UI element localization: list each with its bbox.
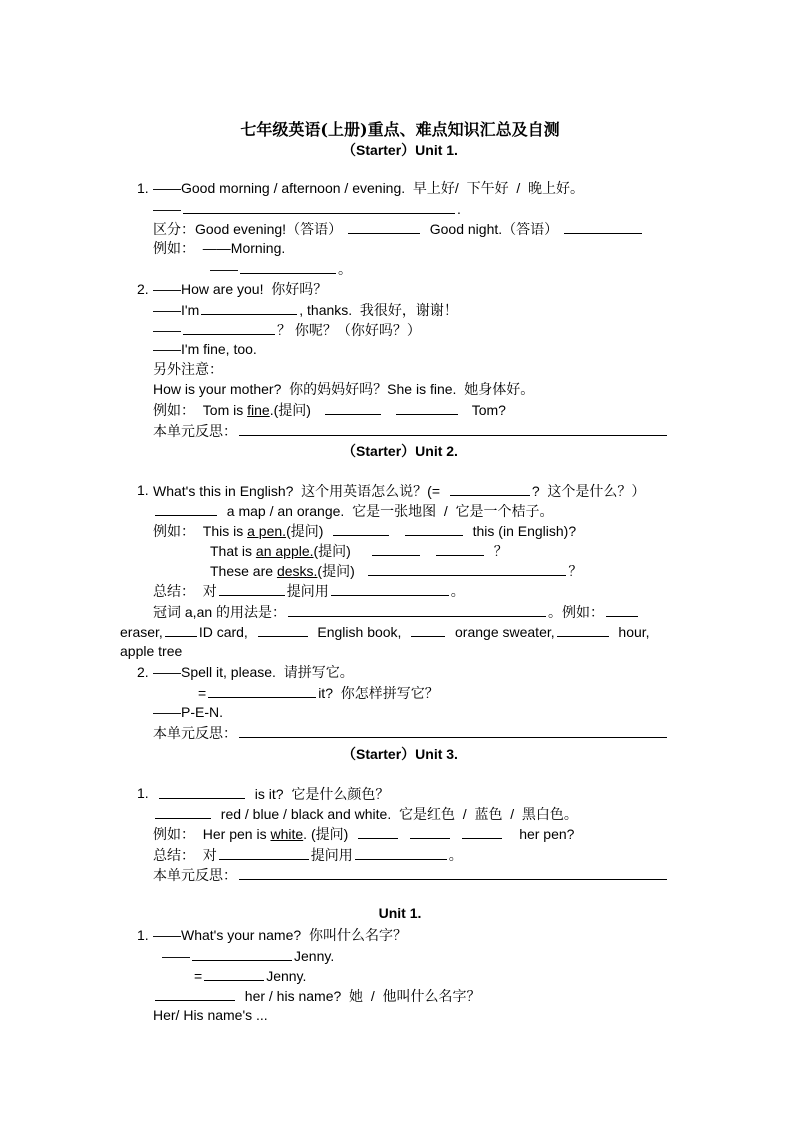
text: Jenny. [266, 968, 307, 984]
text: —— [153, 201, 181, 217]
blank [208, 682, 316, 698]
text-line [153, 420, 669, 441]
text: Jenny. [294, 948, 335, 964]
blank [436, 540, 484, 556]
blank [183, 319, 275, 335]
section-heading-starter-unit-2: （Starter）Unit 2. [342, 443, 458, 459]
text: it? 你怎样拼写它？ [318, 685, 439, 701]
text-line [153, 399, 506, 420]
text-line: ——Spell it, please. 请拼写它。 [153, 664, 354, 680]
blank [219, 844, 309, 860]
text-line [153, 580, 465, 601]
blank [240, 258, 336, 274]
text-line [153, 198, 461, 219]
blank [355, 844, 447, 860]
text: 。 [338, 261, 352, 277]
blank [564, 218, 642, 234]
underlined-word: fine [247, 402, 270, 418]
item-number: 2. [137, 281, 149, 297]
underlined-word: an apple. [255, 543, 314, 559]
blank [331, 580, 449, 596]
text: 。 [448, 847, 463, 863]
text: 总结： 对 [153, 847, 217, 863]
blank [396, 399, 458, 415]
text: = [198, 685, 207, 701]
text: her pen? [519, 826, 575, 842]
text: hour, [618, 624, 650, 640]
text-line [153, 500, 554, 521]
item-number: 1. [137, 482, 149, 498]
text-line [210, 560, 582, 581]
blank [348, 218, 420, 234]
blank [155, 500, 217, 516]
text-line [153, 218, 644, 239]
text: 冠词 a,an 的用法是： [153, 604, 287, 620]
text: a map / an orange. 它是一张地图 / 它是一个桔子。 [226, 503, 554, 519]
text-line [153, 299, 458, 320]
section-heading-starter-unit-3: （Starter）Unit 3. [342, 746, 458, 762]
text: = [194, 968, 203, 984]
text-line [210, 540, 508, 561]
text-line [153, 722, 669, 743]
text: this (in English)? [472, 523, 577, 539]
blank [333, 520, 389, 536]
blank [557, 621, 609, 637]
item-number: 2. [137, 664, 149, 680]
text: is it? 它是什么颜色？ [254, 786, 390, 802]
blank [155, 985, 235, 1001]
text: What's this in English? 这个用英语怎么说？(= [153, 483, 441, 499]
underlined-word: white [270, 826, 304, 842]
text: 例如： Tom is [153, 402, 248, 418]
text: ——I'm [153, 302, 200, 318]
blank [159, 783, 245, 799]
blank [183, 198, 455, 214]
text-line [153, 601, 640, 622]
text-line: ——Good morning / afternoon / evening. 早上好/ 下午好 / 晚上好。 [153, 180, 585, 196]
blank [201, 299, 297, 315]
text-line: 例如： ——Morning. [153, 240, 286, 256]
text: orange sweater, [455, 624, 555, 640]
text: That is [210, 543, 256, 559]
text-line: apple tree [120, 643, 183, 659]
text-line: ——How are you! 你好吗？ [153, 281, 328, 297]
text: red / blue / black and white. 它是红色 / 蓝色 / 黑白色。 [220, 806, 578, 822]
blank [155, 803, 211, 819]
blank [410, 823, 450, 839]
text: ID card, [198, 624, 248, 640]
underlined-word: a pen. [247, 523, 287, 539]
blank [239, 864, 667, 880]
text: (提问) [313, 543, 351, 559]
text: 。 [450, 583, 465, 599]
text-line: 另外注意： [153, 361, 223, 377]
blank [239, 722, 667, 738]
underlined-word: desks. [276, 563, 318, 579]
blank [372, 540, 420, 556]
text: (提问) [317, 563, 355, 579]
blank [219, 580, 285, 596]
text-line [120, 621, 650, 642]
text: her / his name? 她 / 他叫什么名字？ [244, 988, 481, 1004]
blank [462, 823, 502, 839]
text-line: ——P-E-N. [153, 704, 223, 720]
blank [405, 520, 463, 536]
text: 区分：Good evening!（答语） [153, 221, 343, 237]
text: ？ [568, 563, 583, 579]
text: 。例如： [548, 604, 605, 620]
item-number: 1. [137, 927, 149, 943]
text: . [457, 201, 461, 217]
text: ? 这个是什么？） [531, 483, 646, 499]
text-line [153, 319, 421, 340]
text-line [153, 803, 578, 824]
blank [325, 399, 381, 415]
reflection-label: 本单元反思： [153, 423, 237, 439]
text: (提问) [286, 523, 324, 539]
page-title: 七年级英语(上册)重点、难点知识汇总及自测 [240, 120, 560, 139]
text: ？ 你呢？（你好吗？） [277, 322, 421, 338]
text-line [153, 864, 669, 885]
text: . (提问) [303, 826, 349, 842]
blank [204, 965, 264, 981]
text-line [153, 480, 645, 501]
text-line [198, 682, 439, 703]
text: —— [153, 322, 181, 338]
text-line [153, 520, 576, 541]
text: eraser, [120, 624, 163, 640]
text-line [162, 945, 334, 966]
text: .(提问) [269, 402, 311, 418]
item-number: 1. [137, 180, 149, 196]
blank [368, 560, 566, 576]
text: , thanks. 我很好，谢谢！ [299, 302, 458, 318]
text-line [194, 965, 306, 986]
text: 总结： 对 [153, 583, 217, 599]
blank [606, 601, 638, 617]
blank [239, 420, 667, 436]
text-line: Her/ His name's ... [153, 1007, 268, 1023]
section-heading-starter-unit-1: （Starter）Unit 1. [342, 142, 458, 158]
item-number: 1. [137, 785, 149, 801]
blank [288, 601, 546, 617]
text: ？ [493, 543, 508, 559]
blank [450, 480, 530, 496]
text-line [210, 258, 352, 279]
blank [258, 621, 308, 637]
text-line: How is your mother? 你的妈妈好吗？She is fine. 她身体好。 [153, 381, 535, 397]
text: —— [162, 948, 190, 964]
text-line: ——What's your name? 你叫什么名字？ [153, 927, 407, 943]
blank [192, 945, 292, 961]
reflection-label: 本单元反思： [153, 867, 237, 883]
text: —— [210, 261, 238, 277]
text: Good night.（答语） [429, 221, 559, 237]
blank [358, 823, 398, 839]
blank [411, 621, 445, 637]
section-heading-unit-1: Unit 1. [378, 905, 422, 921]
text-line [153, 844, 463, 865]
text: 提问用 [286, 583, 329, 599]
text: Tom? [471, 402, 506, 418]
text: 例如： Her pen is [153, 826, 271, 842]
text: These are [210, 563, 277, 579]
text: 提问用 [310, 847, 353, 863]
reflection-label: 本单元反思： [153, 725, 237, 741]
blank [165, 621, 197, 637]
text: 例如： This is [153, 523, 248, 539]
text-line [153, 985, 481, 1006]
text-line [157, 783, 389, 804]
text-line [153, 823, 574, 844]
text-line: ——I'm fine, too. [153, 341, 257, 357]
text: English book, [317, 624, 402, 640]
